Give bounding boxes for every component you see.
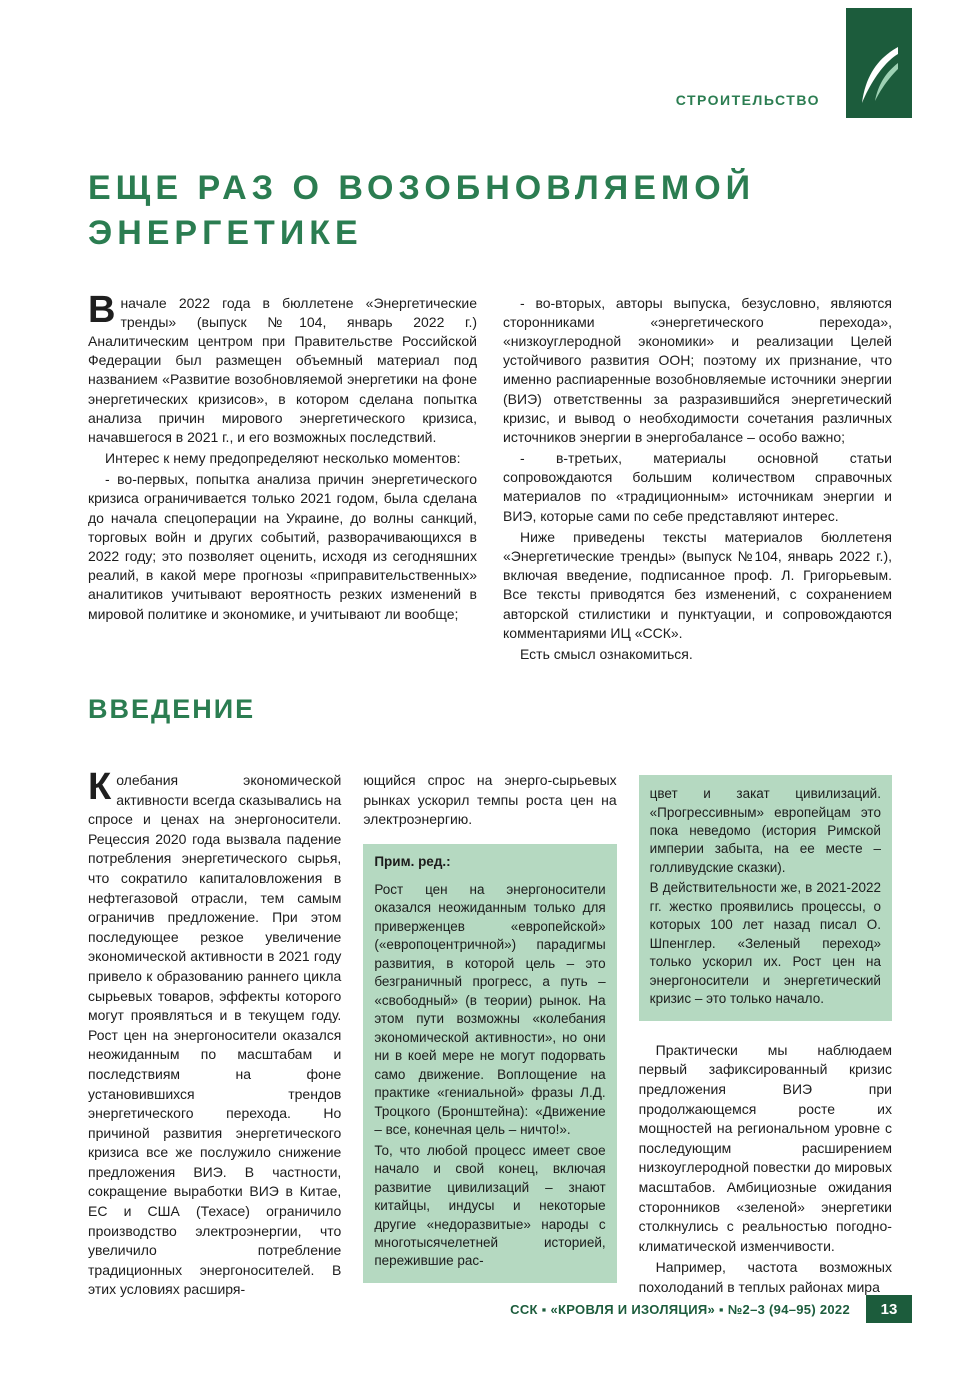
article-title — [88, 166, 892, 256]
note-paragraph: Рост цен на энергоносители оказался неожиданным только для приверженцев «европейской» («европоцентричной») парадигмы развития, в которой цель – это безграничный прогресс, а путь – «свободный» (в теории) рынок. На этом пути возможны «колебания экономической активности», но они ни в коей мере не могут подорвать само движение. Воплощение на практике «гениальной» фразы Л.Д. Троцкого (Бронштейна): «Движение – все, конечная цель – ничто!». — [374, 881, 606, 1138]
intro-section — [88, 288, 892, 664]
intro-paragraph-text: начале 2022 года в бюллетене «Энергетические тренды» (выпуск №104, январь 2022 г.) Аналитическим центром при Правительстве Российской Федерации был размещен объемный материал под названием «Развитие возобновляемой энергетики на фоне энергетических кризисов», в котором сделана попытка анализа причин мирового энергетического кризиса, начавшегося в 2021 г., и его возможных последствий. — [88, 294, 477, 445]
intro-paragraph — [88, 288, 477, 447]
leaf-icon — [858, 47, 900, 110]
drop-cap: В — [88, 288, 116, 331]
journal-footer-line: ССК ▪ «КРОВЛЯ И ИЗОЛЯЦИЯ» ▪ №2–3 (94–95) 2022 — [510, 1301, 850, 1317]
body-paragraph: Например, частота возможных похолоданий в теплых районах мира — [638, 1259, 892, 1295]
body-column-2 — [363, 771, 616, 1300]
drop-cap: К — [88, 766, 112, 809]
page-footer — [88, 1295, 912, 1323]
body-paragraph: ющийся спрос на энерго-сырьевых рынках ускорил темпы роста цен на электроэнергию. — [363, 772, 617, 828]
note-paragraph: цвет и закат цивилизаций. «Прогрессивным» европейцам это пока неведомо (история Римской империи забыта, на ее месте – голливудские сказки). — [649, 786, 881, 875]
body-paragraph-text: олебания экономической активности всегда сказывались на спросе и ценах на энергоносители. Рецессия 2020 года вызвала падение потребления энергетического сырья, что сократило капиталовложения в нефтегазовой отрасли, тем самым ограничив предложение. При этом последующее резкое увеличение экономической активности в 2021 году привело к образованию раннего цикла сырьевых товаров, эффекты которого могут проявляться и в текущем году. Рост цен на энергоносители оказался неожиданным по масштабам и последствиям на фоне установившихся трендов энергетического перехода. Но причиной развития энергетического кризиса все же послужило снижение предложения ВИЭ. В частности, сокращение выработки ВИЭ в Китае, ЕС и США (Техасе) ограничило производство электроэнергии, что увеличило потребление традиционных энергоносителей. В этих условиях расширя- — [88, 772, 342, 1298]
intro-column-2 — [503, 294, 892, 664]
intro-paragraph: Ниже приведены тексты материалов бюллетеня «Энергетические тренды» (выпуск №104, январь 2022 г.), включая введение, подписанное проф. Л. Григорьевым. Все тексты приводятся без изменений, с сохранением авторской стилистики и пунктуации, и сопровождаются комментариями ИЦ «ССК». — [503, 528, 892, 641]
editors-note-box-continued — [639, 775, 892, 1021]
intro-paragraph: Интерес к нему предопределяют несколько моментов: — [105, 450, 461, 467]
intro-column-1 — [88, 288, 477, 664]
section-heading: ВВЕДЕНИЕ — [88, 694, 256, 725]
body-paragraph — [88, 766, 342, 1300]
body-column-3 — [639, 771, 892, 1300]
publisher-logo — [846, 8, 912, 118]
body-column-1 — [88, 766, 342, 1300]
body-paragraph: Практически мы наблюдаем первый зафиксированный кризис предложения ВИЭ при продолжающемся росте их мощностей на региональном уровне с последующим расширением низкоуглеродной повестки до мировых масштабов. Амбициозные ожидания сторонников «зеленой» энергетики столкнулись с реальностью погодно-климатической изменчивости. — [638, 1041, 892, 1254]
note-paragraph: В действительности же, в 2021-2022 гг. жестко проявились процессы, о которых 100 лет назад писал О. Шпенглер. «Зеленый переход» только ускорил их. Рост цен на энергоносители и энергетический кризис – это только начало. — [649, 880, 881, 1007]
page-number: 13 — [866, 1295, 912, 1323]
intro-paragraph: - во-вторых, авторы выпуска, безусловно, являются сторонниками «энергетического перехода», «низкоуглеродной экономики» и реализации Целей устойчивого развития ООН; поэтому их признание, что именно распиаренные возобновляемые источники энергии (ВИЭ) ответственны за разразившийся энергетический кризис, и вывод о необходимости сочетания различных источников энергии в энергобалансе – особо важно; — [503, 294, 892, 445]
article-title-line2: ЭНЕРГЕТИКЕ — [88, 213, 363, 252]
section-label: СТРОИТЕЛЬСТВО — [675, 92, 820, 108]
editors-note-box — [363, 844, 616, 1283]
intro-paragraph: - во-первых, попытка анализа причин энергетического кризиса ограничивается только 2021 годом, была сделана до начала спецоперации на Украине, до волны санкций, торговых войн и других событий, разворачивающихся в 2022 году; это позволяет оценить, исходя из сегодняшних реалий, в какой мере прогнозы «приправительственных» аналитиков учитывают вероятность резких изменений в мировой политике и экономике, и учитывают ли вообще; — [88, 471, 477, 622]
body-section — [88, 766, 892, 1300]
article-title-line1: ЕЩЕ РАЗ О ВОЗОБНОВЛЯЕМОЙ — [88, 169, 756, 207]
editors-note-title: Прим. ред.: — [374, 853, 451, 869]
note-paragraph: То, что любой процесс имеет свое начало и свой конец, включая развитие цивилизаций – знают китайцы, индусы и некоторые другие «недоразвитые» народы с многотысячелетней историей, пережившие рас- — [374, 1142, 606, 1269]
intro-paragraph: Есть смысл ознакомиться. — [520, 645, 693, 662]
intro-paragraph: - в-третьих, материалы основной статьи сопровождаются большим количеством справочных материалов по «традиционным» источникам энергии и ВИЭ, которые сами по себе представляют интерес. — [503, 450, 892, 524]
